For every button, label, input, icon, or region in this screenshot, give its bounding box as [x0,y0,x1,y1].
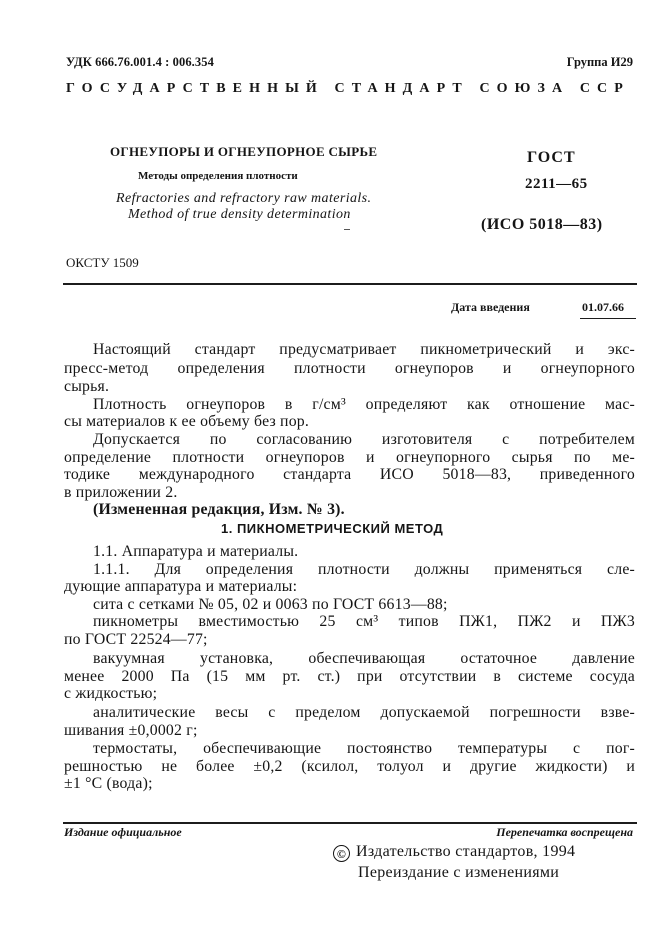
copyright-text: Издательство стандартов, 1994 [356,843,576,860]
intro-date-value: 01.07.66 [582,300,624,314]
footer-divider [63,822,637,824]
body-line: менее 2000 Па (15 мм рт. ст.) при отсутствии в системе сосуда [64,668,635,685]
section-heading: 1. ПИКНОМЕТРИЧЕСКИЙ МЕТОД [221,521,444,536]
official-edition-note: Издание официальное [64,825,182,839]
body-line: Настоящий стандарт предусматривает пикнометрический и экс- [93,341,635,358]
body-line: дующие аппаратура и материалы: [64,578,298,595]
body-line: решностью не более ±0,2 (ксилол, толуол и другие жидкости) и [64,758,635,775]
document-subtitle: Методы определения плотности [138,170,298,182]
state-standard-heading: ГОСУДАРСТВЕННЫЙ СТАНДАРТ СОЮЗА ССР [66,81,630,96]
body-line: 1.1. Аппаратура и материалы. [93,543,299,560]
body-line: в приложении 2. [64,484,178,501]
body-line: Плотность огнеупоров в г/см³ определяют как отношение мас- [93,396,635,413]
udk-code: УДК 666.76.001.4 : 006.354 [66,55,214,69]
gost-label: ГОСТ [527,149,576,166]
body-line: термостаты, обеспечивающие постоянство температуры с пог- [93,740,635,757]
body-line: ±1 °С (вода); [64,775,153,792]
body-line: аналитические весы с пределом допускаемой погрешности взве- [93,704,635,721]
body-line: с жидкостью; [64,685,158,702]
group-code: Группа И29 [566,55,633,69]
print-mark [344,229,350,230]
reedition-note: Переиздание с изменениями [358,864,560,881]
english-title-line-1: Refractories and refractory raw materials. [116,191,372,206]
body-line: по ГОСТ 22524—77; [64,631,208,648]
english-title-line-2: Method of true density determination [128,207,351,222]
reprint-notice: Перепечатка воспрещена [496,825,633,839]
document-title: ОГНЕУПОРЫ И ОГНЕУПОРНОЕ СЫРЬЕ [110,144,378,159]
okstu-code: ОКСТУ 1509 [66,255,139,270]
body-line: сита с сетками № 05, 02 и 0063 по ГОСТ 6613—88; [93,596,448,613]
body-line: 1.1.1. Для определения плотности должны применяться сле- [93,561,635,578]
body-line: вакуумная установка, обеспечивающая остаточное давление [93,650,635,667]
copyright-icon: © [333,845,350,862]
header-divider [63,283,637,285]
gost-number: 2211—65 [525,176,588,192]
body-line: пресс-метод определения плотности огнеупоров и огнеупорного [64,360,635,377]
copyright-line [333,843,575,862]
body-line: сырья. [64,378,110,395]
body-line: сы материалов к ее объему без пор. [64,413,310,430]
body-line: тодике международного стандарта ИСО 5018—83, приведенного [64,466,635,483]
body-line: Допускается по согласованию изготовителя с потребителем [93,431,635,448]
revision-note: (Измененная редакция, Изм. № 3). [93,501,345,518]
body-line: пикнометры вместимостью 25 см³ типов ПЖ1, ПЖ2 и ПЖ3 [93,613,635,630]
body-line: определение плотности огнеупоров и огнеупорного сырья по ме- [64,449,635,466]
body-line: шивания ±0,0002 г; [64,722,198,739]
iso-reference: (ИСО 5018—83) [481,216,603,233]
intro-date-underline [580,318,636,319]
intro-date-label: Дата введения [451,300,530,314]
